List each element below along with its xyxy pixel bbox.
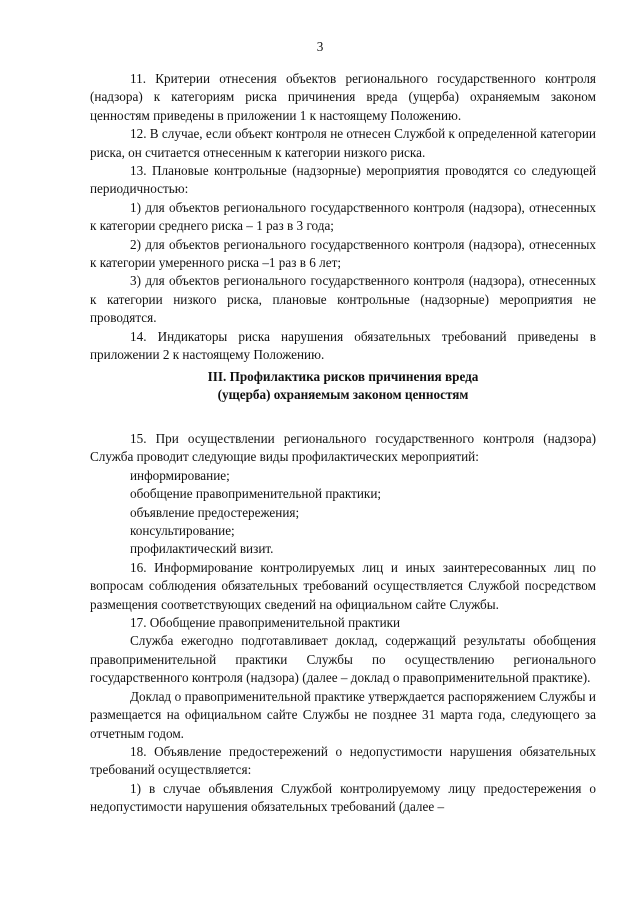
list-item-consulting: консультирование; (130, 523, 235, 539)
paragraph-18-item-1: 1) в случае объявления Службой контролируемому лицу предостережения о недопустимости нарушения обязательных требований (далее – (90, 780, 596, 815)
list-item-warning: объявление предостережения; (130, 504, 300, 520)
section-heading-line-1: III. Профилактика рисков причинения вреда (207, 369, 479, 384)
list-item-visit: профилактический визит. (130, 541, 274, 557)
paragraph-13-item-3: 3) для объектов регионального государственного контроля (надзора), отнесенных к категории низкого риска, плановые контрольные (надзорные) мероприятия не проводятся. (90, 273, 596, 326)
text-block-criteria (90, 70, 596, 365)
paragraph-17-approval: Доклад о правоприменительной практике утверждается распоряжением Службы и размещается на официальном сайте Службы не позднее 31 марта года, следующего за отчетным годом. (90, 688, 596, 741)
paragraph-18: 18. Объявление предостережений о недопустимости нарушения обязательных требований осуществляется: (90, 743, 596, 778)
paragraph-11: 11. Критерии отнесения объектов регионального государственного контроля (надзора) к категориям риска причинения вреда (ущерба) охраняемым законом ценностям приведены в приложении 1 к настоящему Положению. (90, 71, 596, 123)
paragraph-14: 14. Индикаторы риска нарушения обязательных требований приведены в приложении 2 к настоящему Положению. (90, 328, 596, 363)
paragraph-12: 12. В случае, если объект контроля не отнесен Службой к определенной категории риска, он считается отнесенным к категории низкого риска. (90, 126, 596, 160)
list-item-informing: информирование; (130, 467, 230, 483)
list-item-generalization: обобщение правоприменительной практики; (130, 486, 382, 502)
paragraph-15: 15. При осуществлении регионального государственного контроля (надзора) Служба проводит следующие виды профилактических мероприятий: (90, 431, 596, 465)
paragraph-17: 17. Обобщение правоприменительной практики (130, 615, 401, 631)
paragraph-17-report: Служба ежегодно подготавливает доклад, содержащий результаты обобщения правоприменительной практики Службы по осуществлению регионального государственного контроля (надзора) (далее – доклад о правоприменительной практике). (90, 633, 596, 686)
section-heading (90, 368, 596, 405)
page-number: 3 (316, 39, 324, 54)
section-heading-line-2: (ущерба) охраняемым законом ценностям (217, 387, 469, 403)
paragraph-16: 16. Информирование контролируемых лиц и иных заинтересованных лиц по вопросам соблюдения обязательных требований осуществляется Службой посредством размещения соответствующих сведений на официальном сайте Службы. (90, 559, 596, 612)
paragraph-13: 13. Плановые контрольные (надзорные) мероприятия проводятся со следующей периодичностью: (90, 163, 596, 197)
text-block-prevention (90, 430, 596, 817)
paragraph-13-item-1: 1) для объектов регионального государственного контроля (надзора), отнесенных к категории среднего риска – 1 раз в 3 года; (90, 199, 596, 234)
paragraph-13-item-2: 2) для объектов регионального государственного контроля (надзора), отнесенных к категории умеренного риска –1 раз в 6 лет; (90, 236, 596, 271)
